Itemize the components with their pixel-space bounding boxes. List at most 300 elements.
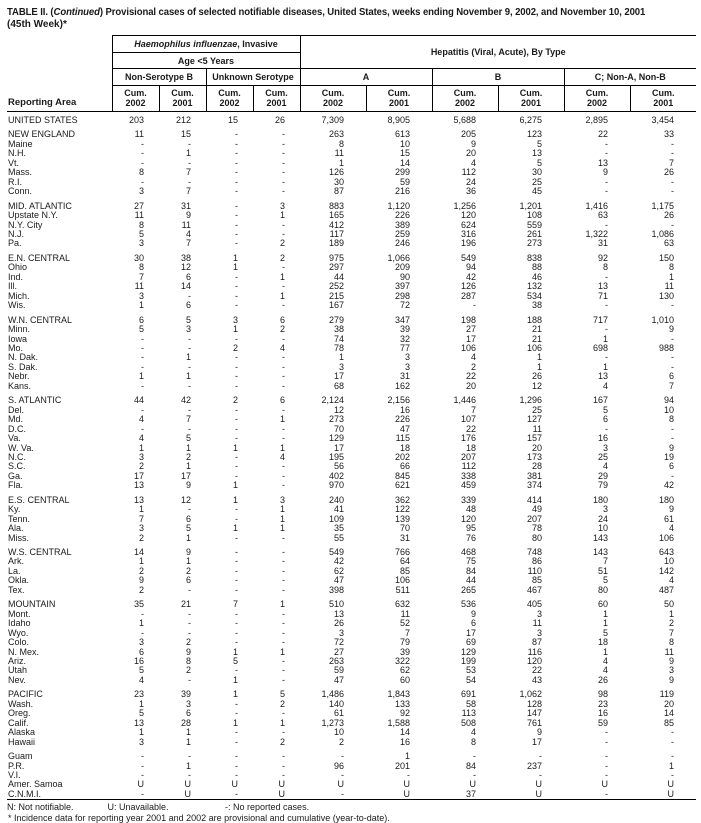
table-row [7,168,696,177]
value-cell: 116 [527,646,542,657]
value-cell: - [141,423,144,434]
value-cell: 389 [394,219,410,230]
table-row [7,472,696,481]
value-cell: - [282,770,285,780]
value-cell: 975 [328,252,344,263]
value-cell: 112 [461,167,476,178]
value-cell: 43 [531,674,542,685]
reporting-area-cell: Pa. [8,238,22,249]
reporting-area-cell: S. ATLANTIC [8,395,62,406]
value-cell: 1 [536,361,542,372]
value-cell: - [282,547,285,558]
value-cell: - [605,423,608,434]
value-cell: 129 [460,646,476,657]
value-cell: - [671,300,674,311]
value-cell: 39 [399,324,410,335]
table-row [7,249,696,263]
value-cell: 33 [663,129,674,140]
value-cell: 1 [338,352,344,363]
value-cell: 11 [400,608,410,619]
value-cell: 27 [465,324,476,335]
table-row [7,728,696,737]
value-cell: 1 [279,290,285,301]
value-cell: 117 [329,228,344,239]
value-cell: - [235,157,238,168]
value-cell: 1 [185,442,191,453]
value-cell: 140 [328,698,344,709]
value-cell: 1 [185,760,191,771]
value-cell: - [671,333,674,344]
table-row [7,610,696,619]
reporting-area-cell: W. Va. [8,442,34,453]
value-cell: 9 [668,442,674,453]
value-cell: 13 [597,281,608,292]
value-cell: 1 [602,608,608,619]
value-cell: 18 [465,442,476,453]
value-cell: 1,446 [453,395,476,406]
value-cell: - [235,461,238,472]
table-row [7,125,696,139]
legend-no-reported-cases: -: No reported cases. [225,802,310,813]
reporting-area-header: Reporting Area [7,36,112,112]
table-row [7,709,696,718]
reporting-area-cell: Fla. [8,480,24,491]
value-cell: - [188,674,191,685]
value-cell: 69 [465,637,476,648]
value-cell: - [141,627,144,638]
title-prefix: TABLE II. ( [7,7,54,18]
reporting-area-cell: Ga. [8,470,23,481]
value-cell: - [282,262,285,273]
value-cell: - [235,371,238,382]
value-cell: 21 [531,333,542,344]
value-cell: - [671,148,674,159]
value-cell: 215 [328,290,344,301]
table-row [7,780,696,789]
col-header-cum-2001: Cum. 2001 [630,86,696,112]
value-cell: 42 [333,556,344,567]
value-cell: - [188,504,191,515]
value-cell: - [235,565,238,576]
legend-row [7,802,696,813]
value-cell: 22 [531,665,542,676]
value-cell: 35 [133,599,144,610]
value-cell: 27 [133,200,144,211]
value-cell: 201 [394,760,410,771]
value-cell: 80 [597,584,608,595]
value-cell: 1,843 [387,689,410,700]
value-cell: 205 [460,129,476,140]
reporting-area-cell: Colo. [8,637,30,648]
table-row [7,462,696,471]
value-cell: 22 [597,129,608,140]
value-cell: - [235,708,238,719]
value-cell: 22 [465,371,476,382]
value-cell: 2 [470,361,476,372]
value-cell: 126 [328,167,344,178]
value-cell: 20 [465,148,476,159]
reporting-area-cell: Ariz. [8,656,26,667]
table-row [7,576,696,585]
value-cell: 13 [597,371,608,382]
table-row [7,444,696,453]
table-row [7,666,696,675]
value-cell: 299 [394,167,410,178]
value-cell: 11 [134,129,144,140]
value-cell: 1 [138,442,144,453]
reporting-area-cell: Wis. [8,300,26,311]
value-cell: - [235,300,238,311]
value-cell: - [235,608,238,619]
value-cell: U [184,788,191,799]
reporting-area-cell: P.R. [8,760,25,771]
value-cell: 11 [664,281,674,292]
value-cell: 17 [465,627,476,638]
table-row [7,149,696,158]
value-cell: 63 [597,210,608,221]
reporting-area-cell: Okla. [8,575,30,586]
value-cell: 26 [531,371,542,382]
value-cell: 143 [592,547,608,558]
value-cell: 113 [461,708,476,719]
value-cell: 13 [531,148,542,159]
value-cell: - [605,727,608,738]
value-cell: 7,309 [321,115,344,125]
value-cell: - [235,176,238,187]
value-cell: - [282,157,285,168]
value-cell: 3 [404,361,410,372]
value-cell: - [235,637,238,648]
value-cell: - [235,148,238,159]
value-cell: 3 [404,352,410,363]
reporting-area-cell: Guam [8,751,33,762]
value-cell: 4 [602,380,608,391]
value-cell: 3 [338,361,344,372]
value-cell: 180 [592,494,608,505]
value-cell: 15 [399,148,410,159]
value-cell: U [184,779,191,790]
value-cell: 16 [597,433,608,444]
value-cell: 1 [232,523,238,534]
title-text: ) Provisional cases of selected notifiable diseases, United States, weeks ending November 9, 2002, and November 10, 2001 [99,7,646,18]
reporting-area-cell: W.N. CENTRAL [8,314,73,325]
value-cell: 9 [138,575,144,586]
value-cell: 37 [465,788,476,799]
value-cell: - [671,176,674,187]
value-cell: 133 [394,698,410,709]
value-cell: - [282,575,285,586]
value-cell: - [188,157,191,168]
value-cell: - [235,433,238,444]
value-cell: 74 [333,333,344,344]
value-cell: 3 [138,186,144,197]
value-cell: 41 [333,504,344,515]
value-cell: 845 [394,470,410,481]
value-cell: 1,486 [321,689,344,700]
value-cell: 9 [668,504,674,515]
value-cell: 122 [394,504,410,515]
value-cell: 71 [597,290,608,301]
value-cell: 1,086 [651,228,674,239]
table-row [7,372,696,381]
value-cell: 12 [180,262,191,273]
table-row [7,187,696,196]
reporting-area-cell: S.C. [8,461,26,472]
table-row [7,197,696,211]
value-cell: 1 [232,252,238,263]
table-row [7,425,696,434]
value-cell: 1 [602,646,608,657]
value-cell: - [141,788,144,799]
table-row [7,282,696,291]
value-cell: 1 [279,271,285,282]
value-cell: 2 [338,736,344,747]
value-cell: 123 [526,129,542,140]
value-cell: - [235,556,238,567]
value-cell: 9 [185,547,191,558]
value-cell: 405 [526,599,542,610]
value-cell: 52 [399,618,410,629]
value-cell: 8 [338,138,344,149]
value-cell: 362 [394,494,410,505]
value-cell: 246 [394,238,410,249]
value-cell: 510 [328,599,344,610]
value-cell: - [473,770,476,780]
value-cell: - [235,532,238,543]
subgroup-unknown-serotype: Unknown Serotype [206,69,300,86]
table-row [7,534,696,543]
table-row [7,292,696,301]
value-cell: 287 [460,290,476,301]
reporting-area-cell: Ill. [8,281,17,292]
value-cell: 8 [668,637,674,648]
reporting-area-cell: Hawaii [8,736,36,747]
reporting-area-cell: Calif. [8,717,29,728]
value-cell: 1 [232,262,238,273]
value-cell: - [235,228,238,239]
value-cell: 1 [279,599,285,610]
reporting-area-cell: Mo. [8,342,24,353]
table-row [7,505,696,514]
value-cell: 14 [180,281,191,292]
value-cell: 559 [526,219,542,230]
reporting-area-cell: Md. [8,414,24,425]
value-cell: 3 [138,238,144,249]
value-cell: - [605,138,608,149]
value-cell: 24 [465,176,476,187]
value-cell: 1 [232,646,238,657]
value-cell: 4 [602,461,608,472]
value-cell: 1 [185,148,191,159]
value-cell: 1 [138,371,144,382]
value-cell: 95 [465,523,476,534]
value-cell: - [671,727,674,738]
value-cell: - [671,751,674,762]
value-cell: 14 [399,157,410,168]
reporting-area-cell: La. [8,565,21,576]
value-cell: 1 [138,300,144,311]
value-cell: - [671,423,674,434]
value-cell: 1 [232,717,238,728]
value-cell: U [337,779,344,790]
value-cell: 30 [531,167,542,178]
value-cell: - [282,584,285,595]
reporting-area-cell: Minn. [8,324,31,335]
reporting-area-cell: Maine [8,138,33,149]
value-cell: 64 [399,556,410,567]
value-cell: - [235,423,238,434]
value-cell: - [605,736,608,747]
value-cell: - [282,665,285,676]
value-cell: 180 [658,494,674,505]
value-cell: 1 [138,618,144,629]
value-cell: - [188,770,191,780]
value-cell: 92 [399,708,410,719]
value-cell: 2 [185,637,191,648]
value-cell: 94 [663,395,674,406]
reporting-area-cell: Miss. [8,532,29,543]
value-cell: 61 [663,513,674,524]
value-cell: - [141,352,144,363]
value-cell: - [235,200,238,211]
reporting-area-cell: Tenn. [8,513,31,524]
value-cell: - [282,371,285,382]
group-hepatitis-header: Hepatitis (Viral, Acute), By Type [300,36,696,69]
value-cell: 72 [399,300,410,311]
reporting-area-cell: MID. ATLANTIC [8,200,72,211]
value-cell: 1 [185,352,191,363]
value-cell: 196 [460,238,476,249]
value-cell: 94 [465,262,476,273]
value-cell: 1 [185,461,191,472]
value-cell: - [282,423,285,434]
table-title-week: (45th Week)* [7,18,67,30]
value-cell: - [235,404,238,415]
value-cell: 226 [394,210,410,221]
value-cell: U [469,779,476,790]
value-cell: 98 [597,689,608,700]
value-cell: 226 [394,414,410,425]
value-cell: 2 [668,618,674,629]
value-cell: 297 [328,262,344,273]
value-cell: U [231,779,238,790]
value-cell: 7 [668,627,674,638]
value-cell: - [282,138,285,149]
table-row [7,738,696,747]
subgroup-hep-a: A [300,69,432,86]
value-cell: 14 [133,547,144,558]
value-cell: 195 [328,451,344,462]
value-cell: 150 [658,252,674,263]
value-cell: 6 [185,513,191,524]
reporting-area-cell: Mont. [8,608,31,619]
value-cell: 88 [531,262,542,273]
value-cell: 7 [602,556,608,567]
value-cell: 50 [663,599,674,610]
value-cell: 129 [328,433,344,444]
value-cell: 42 [465,271,476,282]
value-cell: 3 [668,665,674,676]
value-cell: 4 [138,674,144,685]
value-cell: 56 [333,461,344,472]
value-cell: 79 [399,637,410,648]
value-cell: 5 [602,627,608,638]
value-cell: 10 [663,404,674,415]
value-cell: - [282,470,285,481]
reporting-area-cell: Nev. [8,674,26,685]
value-cell: 38 [333,324,344,335]
table-row [7,515,696,524]
value-cell: 12 [180,494,191,505]
value-cell: - [282,480,285,491]
value-cell: 173 [526,451,542,462]
reporting-area-cell: MOUNTAIN [8,599,56,610]
value-cell: 77 [399,342,410,353]
value-cell: 45 [531,186,542,197]
age-under5-header: Age <5 Years [112,53,300,69]
reporting-area-cell: Mass. [8,167,33,178]
value-cell: 1 [185,532,191,543]
value-cell: - [341,770,344,780]
value-cell: - [235,698,238,709]
value-cell: - [141,380,144,391]
reporting-area-cell: W.S. CENTRAL [8,547,72,558]
value-cell: 883 [328,200,344,211]
value-cell: - [141,138,144,149]
value-cell: - [235,513,238,524]
table-row [7,586,696,595]
value-cell: 18 [399,442,410,453]
value-cell: - [141,361,144,372]
value-cell: 39 [180,689,191,700]
value-cell: - [188,176,191,187]
value-cell: 988 [658,342,674,353]
value-cell: 176 [460,433,476,444]
reporting-area-cell: Del. [8,404,25,415]
value-cell: 79 [597,480,608,491]
value-cell: - [235,575,238,586]
value-cell: 47 [399,423,410,434]
value-cell: 207 [526,513,542,524]
table-row [7,453,696,462]
value-cell: 6 [279,395,285,406]
value-cell: - [282,751,285,762]
value-cell: U [535,788,542,799]
value-cell: 11 [532,618,542,629]
value-cell: 2,156 [387,395,410,406]
value-cell: - [282,167,285,178]
value-cell: - [282,461,285,472]
value-cell: - [282,352,285,363]
value-cell: 39 [399,646,410,657]
value-cell: 119 [659,689,674,700]
value-cell: 167 [328,300,344,311]
value-cell: 12 [333,404,344,415]
value-cell: 26 [333,618,344,629]
value-cell: 1 [138,698,144,709]
reporting-area-cell: Wyo. [8,627,29,638]
value-cell: - [282,333,285,344]
title-continued: Continued [53,7,100,18]
table-row [7,353,696,362]
reporting-area-cell: Idaho [8,618,31,629]
reporting-area-cell: R.I. [8,176,23,187]
value-cell: 691 [460,689,476,700]
value-cell: - [235,760,238,771]
value-cell: - [407,770,410,780]
value-cell: - [605,300,608,311]
value-cell: - [235,352,238,363]
